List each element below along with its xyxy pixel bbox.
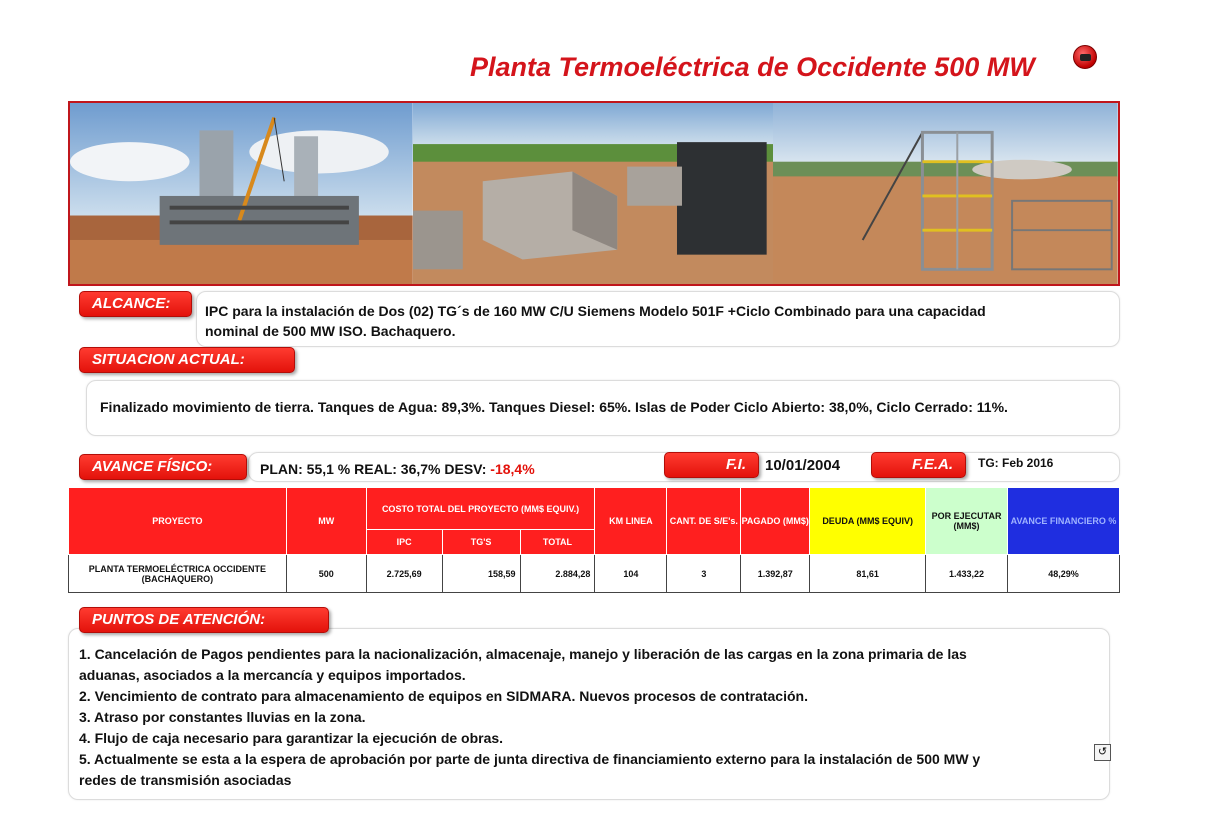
puntos-line-3: 2. Vencimiento de contrato para almacenamiento de equipos en SIDMARA. Nuevos procesos de contratación. <box>79 688 808 704</box>
td-deuda: 81,61 <box>810 555 926 593</box>
photo-band <box>68 101 1120 286</box>
avance-tag: AVANCE FÍSICO: <box>79 454 247 480</box>
avance-desv-value: -18,4% <box>490 461 535 477</box>
th-cant: CANT. DE S/E's. <box>667 488 741 555</box>
puntos-tag: PUNTOS DE ATENCIÓN: <box>79 607 329 633</box>
th-deuda: DEUDA (MM$ EQUIV) <box>810 488 926 555</box>
page-title: Planta Termoeléctrica de Occidente 500 MW <box>470 52 1035 82</box>
puntos-line-6: 5. Actualmente se esta a la espera de aprobación por parte de junta directiva de financiamiento externo para la instalación de 500 MW y <box>79 751 981 767</box>
avance-plan-real <box>260 459 535 479</box>
alcance-text <box>205 301 1115 341</box>
td-mw: 500 <box>286 555 366 593</box>
construction-photo-1 <box>70 103 413 284</box>
puntos-line-4: 3. Atraso por constantes lluvias en la zona. <box>79 709 366 725</box>
situacion-tag: SITUACION ACTUAL: <box>79 347 295 373</box>
th-tgs: TG'S <box>442 530 520 555</box>
td-avance-financiero: 48,29% <box>1008 555 1120 593</box>
td-cant: 3 <box>667 555 741 593</box>
puntos-line-5: 4. Flujo de caja necesario para garantizar la ejecución de obras. <box>79 730 504 746</box>
scroll-icon[interactable]: ↺ <box>1094 744 1111 761</box>
puntos-line-7: redes de transmisión asociadas <box>79 772 292 788</box>
puntos-list <box>79 644 1104 791</box>
project-table <box>68 487 1120 593</box>
th-ipc: IPC <box>366 530 442 555</box>
alcance-line-1: IPC para la instalación de Dos (02) TG´s de 160 MW C/U Siemens Modelo 501F +Ciclo Combinado para una capacidad <box>205 303 986 319</box>
fea-tag: F.E.A. <box>871 452 966 478</box>
avance-plan-real-text: PLAN: 55,1 % REAL: 36,7% DESV: <box>260 461 491 477</box>
construction-photo-3 <box>773 103 1118 284</box>
th-costo: COSTO TOTAL DEL PROYECTO (MM$ EQUIV.) <box>366 488 595 530</box>
th-pagado: PAGADO (MM$) <box>741 488 810 555</box>
situacion-text: Finalizado movimiento de tierra. Tanques de Agua: 89,3%. Tanques Diesel: 65%. Islas de Poder Ciclo Abierto: 38,0%, Ciclo Cerrado: 11%. <box>100 399 1008 415</box>
camera-icon[interactable] <box>1073 45 1097 69</box>
puntos-line-1: 1. Cancelación de Pagos pendientes para la nacionalización, almacenaje, manejo y liberación de las cargas en la zona primaria de las <box>79 646 967 662</box>
td-proyecto: PLANTA TERMOELÉCTRICA OCCIDENTE (BACHAQUERO) <box>69 555 287 593</box>
td-tgs: 158,59 <box>442 555 520 593</box>
th-total: TOTAL <box>520 530 595 555</box>
fea-value: TG: Feb 2016 <box>978 456 1054 470</box>
td-pagado: 1.392,87 <box>741 555 810 593</box>
td-km: 104 <box>595 555 667 593</box>
th-proyecto: PROYECTO <box>69 488 287 555</box>
th-por-ejecutar: POR EJECUTAR (MM$) <box>926 488 1008 555</box>
puntos-line-2: aduanas, asociados a la mercancía y equipos importados. <box>79 667 466 683</box>
construction-photo-2 <box>413 103 774 284</box>
th-mw: MW <box>286 488 366 555</box>
th-km: KM LINEA <box>595 488 667 555</box>
fi-value: 10/01/2004 <box>765 457 841 474</box>
th-avance-financiero: AVANCE FINANCIERO % <box>1008 488 1120 555</box>
td-por-ejecutar: 1.433,22 <box>926 555 1008 593</box>
td-total: 2.884,28 <box>520 555 595 593</box>
alcance-line-2: nominal de 500 MW ISO. Bachaquero. <box>205 323 456 339</box>
alcance-tag: ALCANCE: <box>79 291 192 317</box>
td-ipc: 2.725,69 <box>366 555 442 593</box>
fi-tag: F.I. <box>664 452 759 478</box>
table-header-row <box>69 488 1120 530</box>
table-row <box>69 555 1120 593</box>
